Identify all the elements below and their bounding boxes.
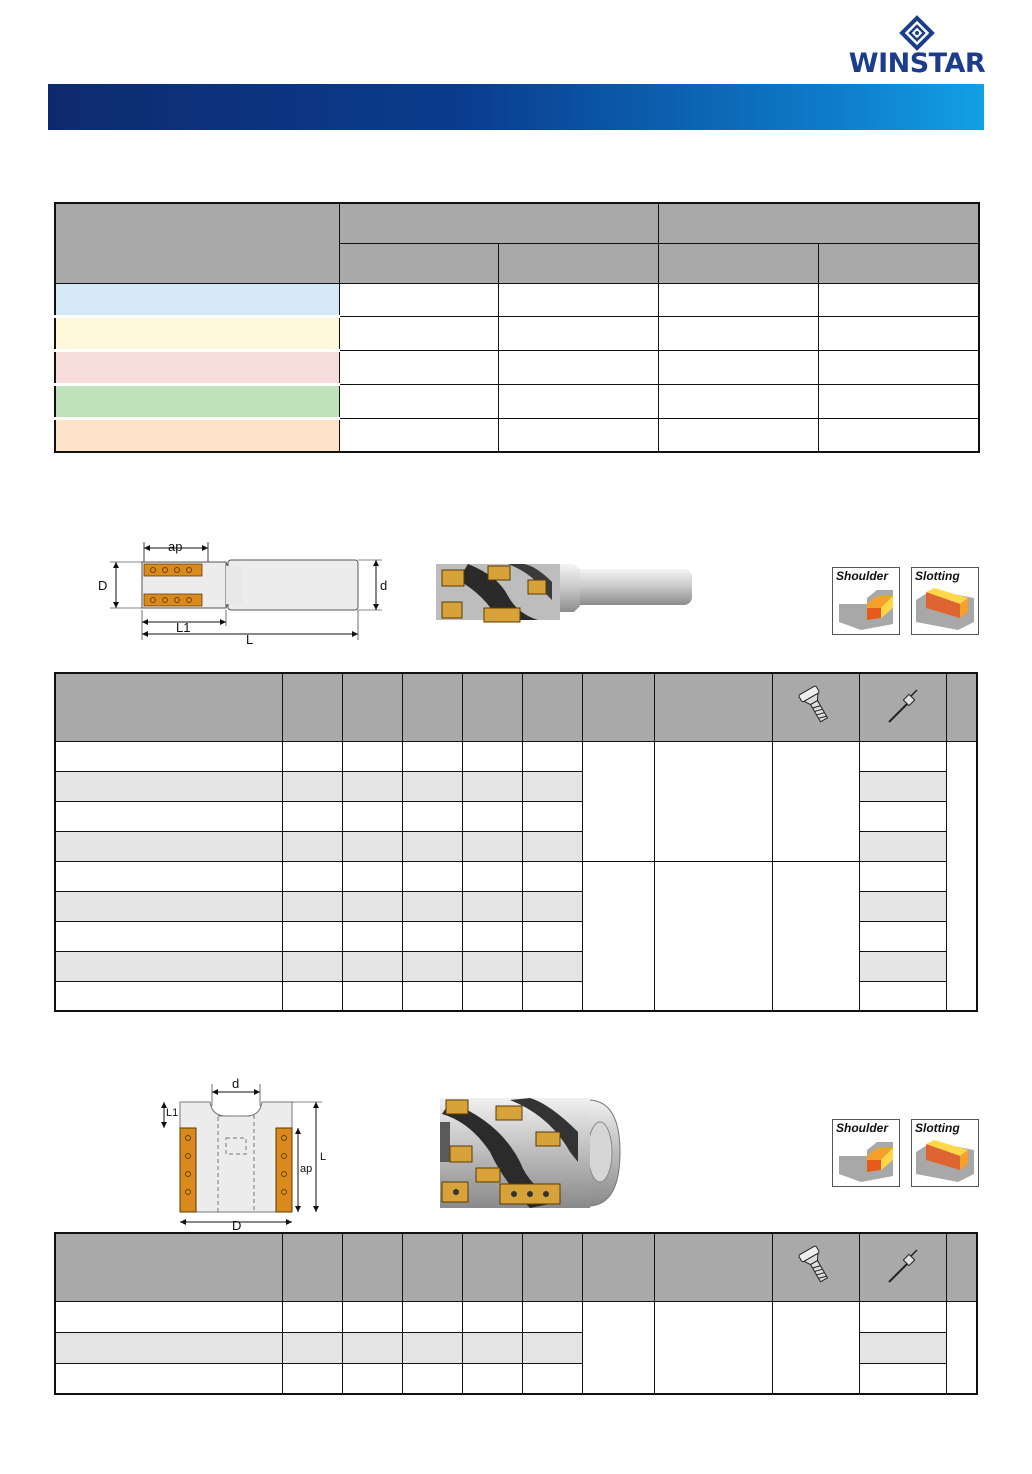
table-cell — [339, 418, 498, 452]
header-cell — [342, 673, 402, 741]
dim-label-L1: L1 — [176, 620, 191, 635]
shank-product-table — [54, 672, 978, 1012]
shoulder-label: Shoulder — [836, 1121, 889, 1135]
header-key-cell — [860, 673, 947, 741]
table-cell — [498, 418, 658, 452]
material-swatch-orange — [55, 418, 339, 452]
table-cell — [498, 350, 658, 384]
torx-key-icon — [883, 684, 923, 728]
header-cell — [55, 673, 282, 741]
shell-mill-diagram — [156, 1076, 332, 1232]
header-cell — [583, 673, 655, 741]
header-cell — [583, 1233, 655, 1301]
shoulder-application-icon — [832, 567, 900, 635]
table-cell — [339, 316, 498, 350]
header-cell — [402, 1233, 462, 1301]
material-swatch-blue — [55, 283, 339, 316]
shell-product-table — [54, 1232, 978, 1395]
slotting-label: Slotting — [915, 1121, 960, 1135]
table-cell — [658, 350, 818, 384]
material-swatch-pink — [55, 350, 339, 384]
slotting-application-icon-2 — [911, 1119, 979, 1187]
header-cell — [522, 673, 582, 741]
insert-screw-icon — [796, 1244, 836, 1288]
dim-label-L: L — [246, 632, 254, 646]
table-cell — [818, 350, 979, 384]
shoulder-application-icon-2 — [832, 1119, 900, 1187]
merged-cell — [583, 861, 655, 1011]
torx-key-icon — [883, 1244, 923, 1288]
insert-screw-icon — [796, 684, 836, 728]
table-cell — [658, 283, 818, 316]
subheader-cell — [818, 243, 979, 283]
shank-endmill-photo — [428, 556, 698, 628]
table-cell — [818, 283, 979, 316]
merged-cell — [655, 861, 773, 1011]
slotting-application-icon — [911, 567, 979, 635]
header-screw-cell — [773, 673, 860, 741]
merged-cell — [773, 861, 860, 1011]
group-header-cell — [658, 203, 979, 243]
shoulder-label: Shoulder — [836, 569, 889, 583]
header-cell — [55, 1233, 282, 1301]
header-cell — [947, 673, 977, 741]
material-row — [55, 316, 979, 350]
subheader-cell — [339, 243, 498, 283]
subheader-cell — [658, 243, 818, 283]
header-cell — [462, 673, 522, 741]
material-swatch-yellow — [55, 316, 339, 350]
material-row — [55, 418, 979, 452]
subheader-cell — [498, 243, 658, 283]
table-cell — [498, 316, 658, 350]
table-row — [55, 861, 977, 891]
table-cell — [498, 283, 658, 316]
table-cell — [658, 418, 818, 452]
group-header-cell — [339, 203, 658, 243]
dim-label-ap: ap — [168, 539, 183, 554]
header-screw-cell — [773, 1233, 860, 1301]
header-cell — [342, 1233, 402, 1301]
table-cell — [658, 316, 818, 350]
table-cell — [818, 418, 979, 452]
brand-logo — [846, 14, 988, 79]
dim-label-L2: L — [320, 1151, 327, 1163]
shank-endmill-diagram — [90, 536, 400, 646]
merged-cell — [655, 1301, 773, 1394]
shell-mill-photo — [430, 1092, 624, 1212]
table-row — [55, 741, 977, 771]
header-cell — [402, 673, 462, 741]
dim-label-L1-2: L1 — [166, 1107, 179, 1119]
dim-label-D2: D — [232, 1218, 242, 1232]
dim-label-ap2: ap — [300, 1163, 313, 1175]
header-cell — [282, 1233, 342, 1301]
material-header-cell — [55, 203, 339, 283]
brand-name: WINSTAR — [848, 48, 986, 79]
dim-label-D: D — [98, 578, 108, 593]
table-cell — [658, 384, 818, 418]
slotting-label: Slotting — [915, 569, 960, 583]
material-row — [55, 283, 979, 316]
title-banner — [48, 84, 984, 130]
dim-label-d: d — [380, 578, 388, 593]
header-cell — [282, 673, 342, 741]
merged-cell — [773, 741, 860, 861]
table-row — [55, 1301, 977, 1332]
table-cell — [818, 316, 979, 350]
merged-cell — [583, 1301, 655, 1394]
table-cell — [339, 350, 498, 384]
material-swatch-green — [55, 384, 339, 418]
merged-cell — [773, 1301, 860, 1394]
header-cell — [947, 1233, 977, 1301]
header-cell — [522, 1233, 582, 1301]
table-cell — [498, 384, 658, 418]
table-cell — [339, 283, 498, 316]
table-cell — [339, 384, 498, 418]
material-row — [55, 384, 979, 418]
header-cell — [655, 1233, 773, 1301]
dim-label-d2: d — [232, 1076, 240, 1091]
material-row — [55, 350, 979, 384]
material-table — [54, 202, 980, 453]
header-key-cell — [860, 1233, 947, 1301]
table-cell — [818, 384, 979, 418]
merged-cell — [655, 741, 773, 861]
header-cell — [655, 673, 773, 741]
merged-cell — [583, 741, 655, 861]
header-cell — [462, 1233, 522, 1301]
